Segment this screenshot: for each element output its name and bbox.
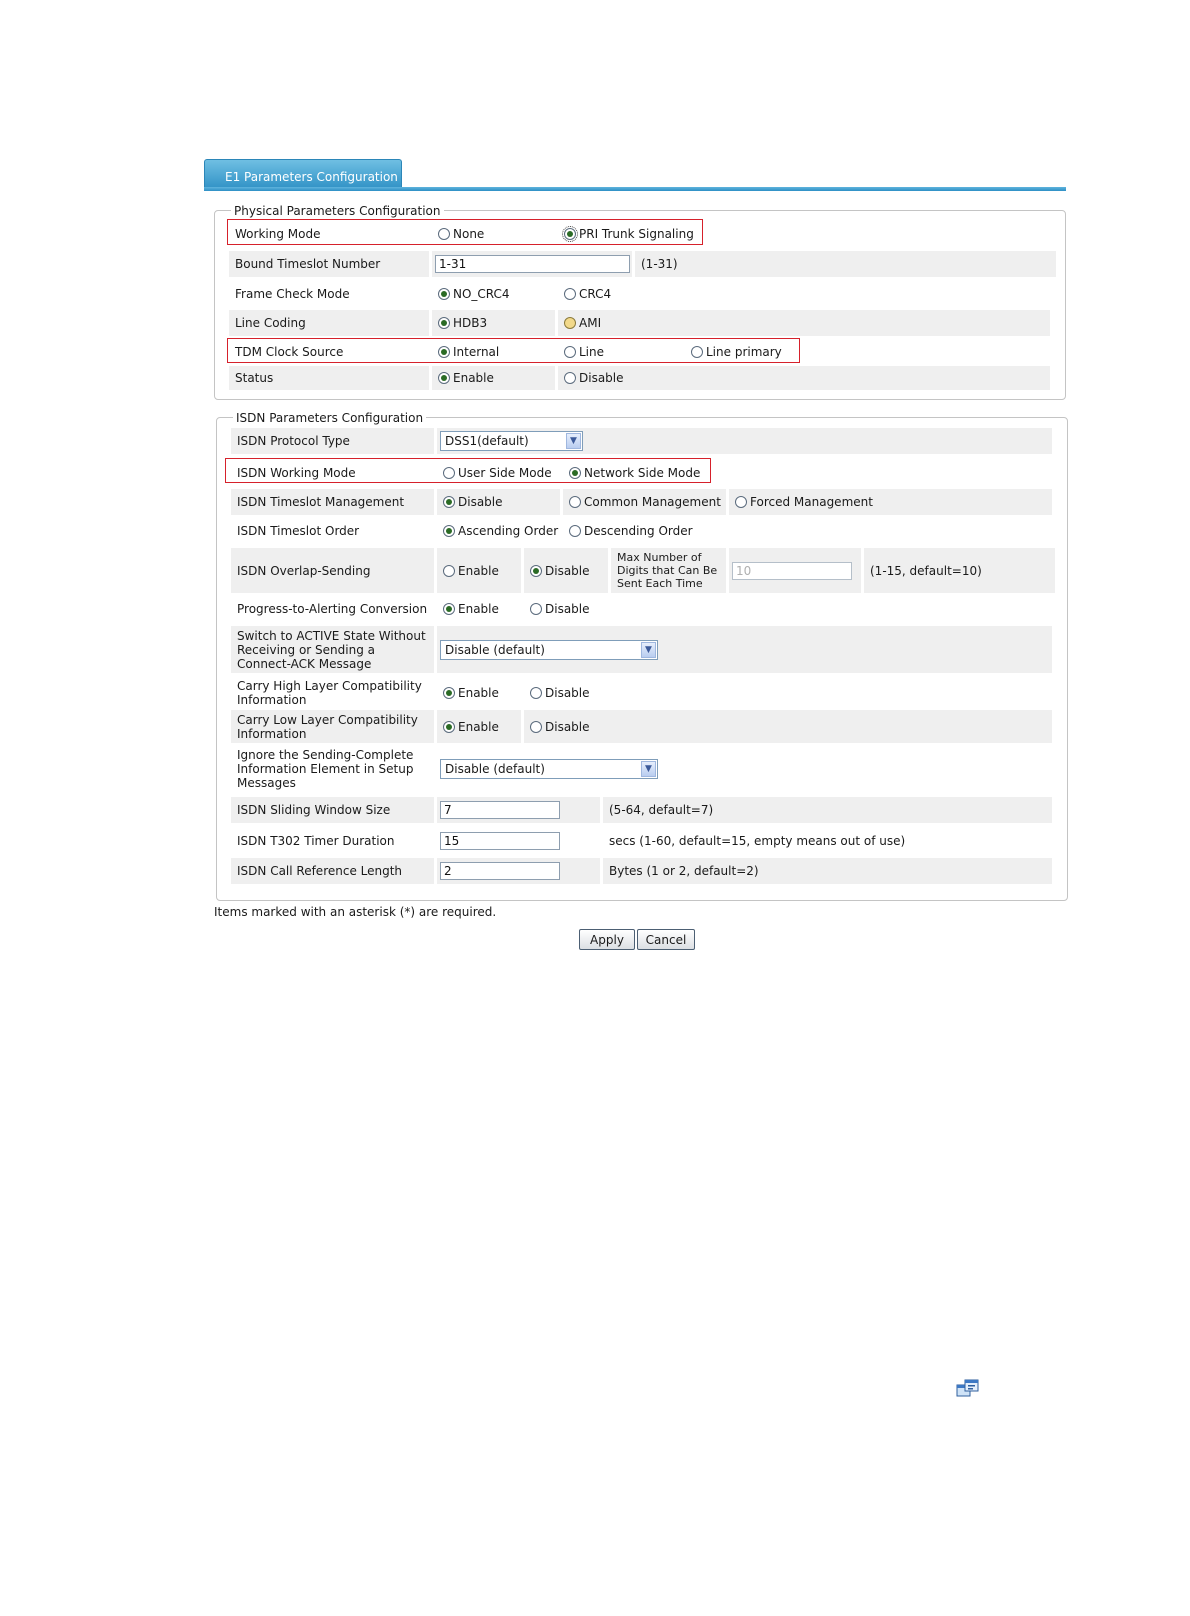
isdn-timeslot-mgmt-common-radio[interactable]: Common Management	[569, 495, 721, 509]
row-bound-timeslot	[229, 251, 1056, 277]
radio-icon	[443, 565, 455, 577]
isdn-user-side-radio[interactable]: User Side Mode	[443, 466, 552, 480]
isdn-protocol-select[interactable]: DSS1(default) ▼	[440, 431, 583, 451]
frame-check-label: Frame Check Mode	[235, 287, 350, 301]
row-status	[229, 366, 1050, 390]
radio-selected-icon	[438, 288, 450, 300]
row-progress-alerting	[231, 596, 608, 622]
radio-icon	[530, 603, 542, 615]
radio-icon	[564, 346, 576, 358]
radio-icon	[564, 372, 576, 384]
progress-alerting-label: Progress-to-Alerting Conversion	[237, 602, 428, 616]
radio-selected-icon	[443, 496, 455, 508]
radio-icon	[569, 496, 581, 508]
tdm-clock-internal-radio[interactable]: Internal	[438, 345, 499, 359]
isdn-descending-radio[interactable]: Descending Order	[569, 524, 693, 538]
row-switch-active	[231, 626, 1052, 673]
radio-selected-icon	[443, 525, 455, 537]
radio-icon	[735, 496, 747, 508]
required-note: Items marked with an asterisk (*) are required.	[214, 905, 497, 919]
working-mode-label: Working Mode	[235, 227, 321, 241]
row-isdn-protocol	[231, 428, 1052, 454]
switch-active-select[interactable]: Disable (default) ▼	[440, 640, 658, 660]
status-enable-radio[interactable]: Enable	[438, 371, 494, 385]
radio-icon	[438, 228, 450, 240]
t302-label: ISDN T302 Timer Duration	[237, 834, 395, 848]
isdn-max-digits-label: Max Number of Digits that Can Be Sent Each Time	[617, 551, 718, 590]
status-disable-radio[interactable]: Disable	[564, 371, 624, 385]
carry-high-label: Carry High Layer Compatibility Information	[237, 678, 422, 707]
status-label: Status	[235, 371, 274, 385]
radio-selected-icon	[443, 721, 455, 733]
radio-icon	[443, 467, 455, 479]
isdn-params-legend: ISDN Parameters Configuration	[233, 411, 426, 425]
windows-icon[interactable]	[955, 1378, 981, 1402]
sliding-window-input[interactable]	[440, 801, 560, 819]
row-line-coding	[229, 310, 1050, 336]
ignore-sc-select[interactable]: Disable (default) ▼	[440, 759, 658, 779]
isdn-protocol-label: ISDN Protocol Type	[237, 434, 350, 448]
sliding-window-label: ISDN Sliding Window Size	[237, 803, 391, 817]
isdn-working-mode-label: ISDN Working Mode	[237, 466, 356, 480]
tab-underline	[204, 187, 1066, 191]
bound-timeslot-label: Bound Timeslot Number	[235, 257, 381, 271]
switch-active-label: Switch to ACTIVE State Without Receiving or Sending a Connect-ACK Message	[237, 628, 426, 671]
isdn-max-digits-hint: (1-15, default=10)	[870, 563, 982, 578]
tdm-clock-line-primary-radio[interactable]: Line primary	[691, 345, 782, 359]
tdm-clock-line-radio[interactable]: Line	[564, 345, 604, 359]
call-ref-label: ISDN Call Reference Length	[237, 864, 403, 878]
row-carry-high	[231, 676, 608, 709]
call-ref-hint: Bytes (1 or 2, default=2)	[609, 864, 759, 878]
radio-selected-icon	[443, 687, 455, 699]
isdn-max-digits-input[interactable]	[732, 562, 852, 580]
radio-selected-icon	[564, 228, 576, 240]
progress-enable-radio[interactable]: Enable	[443, 602, 499, 616]
tab-e1-parameters[interactable]: E1 Parameters Configuration	[204, 159, 402, 190]
radio-selected-icon	[438, 317, 450, 329]
row-ignore-sending-complete	[231, 745, 1052, 792]
frame-check-nocrc4-radio[interactable]: NO_CRC4	[438, 287, 510, 301]
row-isdn-timeslot-mgmt	[231, 489, 1052, 515]
radio-selected-icon	[438, 346, 450, 358]
sliding-window-hint: (5-64, default=7)	[609, 803, 714, 817]
call-ref-input[interactable]	[440, 862, 560, 880]
row-tdm-clock	[229, 339, 795, 365]
radio-hover-icon	[564, 317, 576, 329]
row-isdn-timeslot-order	[231, 518, 726, 544]
cancel-button[interactable]: Cancel	[637, 929, 695, 950]
radio-icon	[569, 525, 581, 537]
row-call-ref	[231, 858, 1052, 884]
ignore-sc-label: Ignore the Sending-Complete Information Element in Setup Messages	[237, 747, 414, 790]
radio-icon	[564, 288, 576, 300]
physical-params-legend: Physical Parameters Configuration	[231, 204, 444, 218]
carry-high-enable-radio[interactable]: Enable	[443, 686, 499, 700]
isdn-timeslot-mgmt-disable-radio[interactable]: Disable	[443, 495, 503, 509]
carry-low-label: Carry Low Layer Compatibility Information	[237, 712, 418, 741]
isdn-network-side-radio[interactable]: Network Side Mode	[569, 466, 700, 480]
radio-selected-icon	[530, 565, 542, 577]
isdn-overlap-enable-radio[interactable]: Enable	[443, 564, 499, 578]
row-sliding-window	[231, 797, 1052, 823]
isdn-timeslot-order-label: ISDN Timeslot Order	[237, 524, 360, 538]
radio-icon	[530, 687, 542, 699]
t302-hint: secs (1-60, default=15, empty means out of use)	[609, 834, 906, 848]
tdm-clock-label: TDM Clock Source	[235, 345, 344, 359]
line-coding-hdb3-radio[interactable]: HDB3	[438, 316, 487, 330]
apply-button[interactable]: Apply	[579, 929, 635, 950]
row-isdn-working-mode	[231, 460, 713, 486]
row-carry-low	[231, 710, 1052, 743]
chevron-down-icon: ▼	[566, 433, 581, 449]
isdn-timeslot-mgmt-forced-radio[interactable]: Forced Management	[735, 495, 873, 509]
frame-check-crc4-radio[interactable]: CRC4	[564, 287, 611, 301]
chevron-down-icon: ▼	[641, 761, 656, 777]
progress-disable-radio[interactable]: Disable	[530, 602, 590, 616]
radio-icon	[691, 346, 703, 358]
chevron-down-icon: ▼	[641, 642, 656, 658]
bound-timeslot-hint: (1-31)	[641, 257, 678, 271]
row-working-mode	[229, 221, 698, 247]
radio-selected-icon	[569, 467, 581, 479]
radio-selected-icon	[438, 372, 450, 384]
radio-icon	[530, 721, 542, 733]
row-frame-check	[229, 281, 698, 307]
bound-timeslot-input[interactable]	[435, 255, 630, 273]
isdn-overlap-disable-radio[interactable]: Disable	[530, 564, 590, 578]
isdn-ascending-radio[interactable]: Ascending Order	[443, 524, 558, 538]
working-mode-none-radio[interactable]: None	[438, 227, 484, 241]
isdn-overlap-label: ISDN Overlap-Sending	[237, 563, 371, 578]
radio-selected-icon	[443, 603, 455, 615]
carry-low-enable-radio[interactable]: Enable	[443, 720, 499, 734]
line-coding-label: Line Coding	[235, 316, 306, 330]
line-coding-ami-radio[interactable]: AMI	[564, 316, 601, 330]
carry-low-disable-radio[interactable]: Disable	[530, 720, 590, 734]
working-mode-pri-radio[interactable]: PRI Trunk Signaling	[564, 227, 694, 241]
isdn-timeslot-mgmt-label: ISDN Timeslot Management	[237, 495, 405, 509]
carry-high-disable-radio[interactable]: Disable	[530, 686, 590, 700]
row-t302	[231, 828, 1052, 854]
row-isdn-overlap	[231, 548, 1055, 593]
t302-input[interactable]	[440, 832, 560, 850]
